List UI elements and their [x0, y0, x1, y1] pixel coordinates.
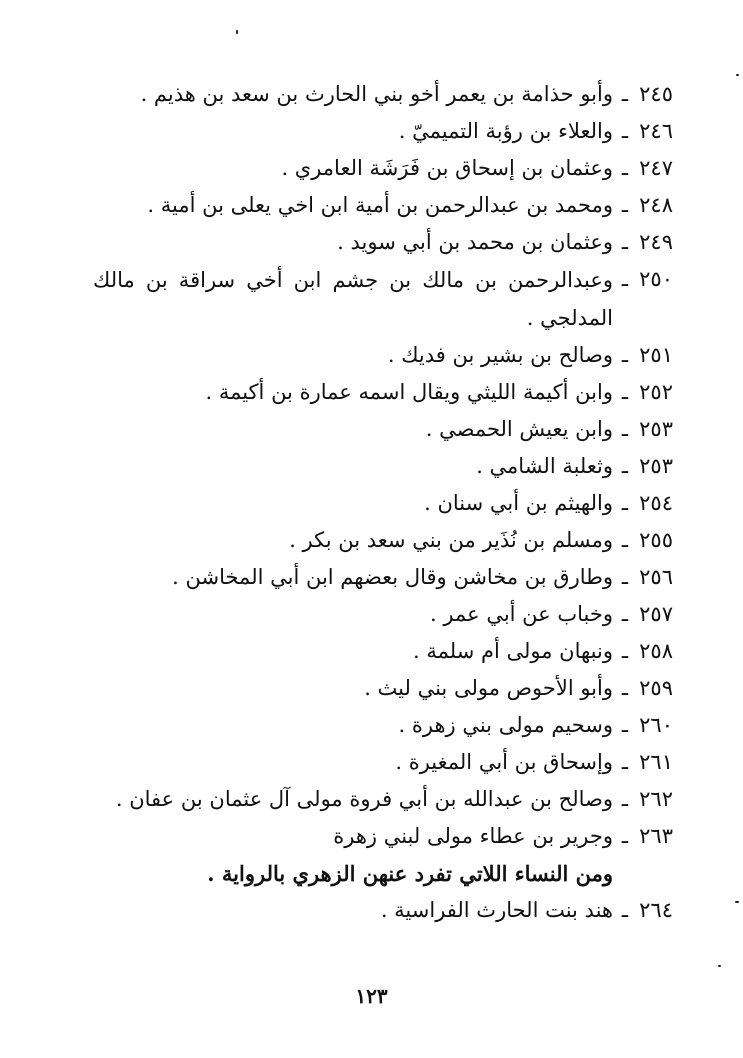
entry-text: والهيثم بن أبي سنان . [424, 491, 613, 515]
entry-number: ٢٥٨ [639, 639, 673, 663]
entry-text: وإسحاق بن أبي المغيرة . [395, 750, 613, 774]
entry-text: ومسلم بن نُذَير من بني سعد بن بكر . [289, 528, 613, 552]
entry-number: ٢٥١ [639, 343, 673, 367]
list-item [73, 818, 673, 855]
entry-text: هند بنت الحارث الفراسية . [380, 898, 613, 922]
list-item [73, 337, 673, 374]
entry-dash: ـ [621, 528, 629, 552]
entry-dash: ـ [621, 750, 629, 774]
scan-speck [735, 901, 739, 903]
list-item [73, 261, 673, 337]
entry-number: ٢٥٤ [639, 491, 673, 515]
page-number: ١٢٣ [355, 984, 388, 1008]
list-item [73, 633, 673, 670]
entry-dash: ـ [621, 454, 629, 478]
entry-number: ٢٦٤ [639, 898, 673, 922]
entry-dash: ـ [621, 639, 629, 663]
entry-dash: ـ [621, 491, 629, 515]
scan-speck [236, 30, 238, 34]
entry-text: ومحمد بن عبدالرحمن بن أمية ابن اخي يعلى بن أمية . [147, 193, 613, 217]
entry-text: وطارق بن مخاشن وقال بعضهم ابن أبي المخاشن . [172, 565, 613, 589]
list-item [73, 596, 673, 633]
entry-dash: ـ [621, 602, 629, 626]
list-item [73, 559, 673, 596]
entry-text: وجرير بن عطاء مولى لبني زهرة [333, 824, 613, 848]
entry-text: وأبو الأحوص مولى بني ليث . [364, 676, 613, 700]
entry-text: وعثمان بن إسحاق بن فَرَشَة العامري . [281, 156, 613, 180]
entry-text: وصالح بن بشير بن فديك . [387, 343, 613, 367]
entry-text: والعلاء بن رؤبة التميميّ . [398, 119, 613, 143]
entry-text: وابن أكيمة الليثي ويقال اسمه عمارة بن أكيمة . [205, 380, 613, 404]
scan-speck [718, 965, 721, 967]
entry-number: ٢٥٩ [639, 676, 673, 700]
entry-number: ٢٤٩ [639, 230, 673, 254]
entry-dash: ـ [621, 824, 629, 848]
list-item [73, 374, 673, 411]
entry-dash: ـ [621, 676, 629, 700]
scan-speck [736, 74, 739, 76]
entry-text: وثعلبة الشامي . [476, 454, 613, 478]
entry-number: ٢٥٢ [639, 380, 673, 404]
entry-text: وابن يعيش الحمصي . [425, 417, 613, 441]
list-item [73, 670, 673, 707]
list-item [73, 411, 673, 448]
list-item [73, 150, 673, 187]
entry-text: وصالح بن عبدالله بن أبي فروة مولى آل عثمان بن عفان . [115, 787, 613, 811]
entry-dash: ـ [621, 417, 629, 441]
list-item [73, 707, 673, 744]
entry-dash: ـ [621, 565, 629, 589]
entry-text: وسحيم مولى بني زهرة . [398, 713, 613, 737]
entry-dash: ـ [621, 156, 629, 180]
entry-text: ونبهان مولى أم سلمة . [413, 639, 613, 663]
entry-number: ٢٦٠ [639, 713, 673, 737]
entry-number: ٢٤٨ [639, 193, 673, 217]
entry-dash: ـ [621, 267, 629, 291]
list-item [73, 781, 673, 818]
entry-number: ٢٥٣ [639, 454, 673, 478]
entry-dash: ـ [621, 787, 629, 811]
entry-dash: ـ [621, 230, 629, 254]
entry-list [73, 76, 673, 929]
list-item [73, 744, 673, 781]
entry-dash: ـ [621, 119, 629, 143]
entry-number: ٢٥٧ [639, 602, 673, 626]
entry-text: وأبو حذامة بن يعمر أخو بني الحارث بن سعد بن هذيم . [140, 82, 613, 106]
entry-number: ٢٦٢ [639, 787, 673, 811]
entry-dash: ـ [621, 343, 629, 367]
entry-text: وخباب عن أبي عمر . [430, 602, 613, 626]
entry-text: وعبدالرحمن بن مالك بن جشم ابن أخي سراقة بن مالك المدلجي . [93, 268, 613, 330]
entry-dash: ـ [621, 193, 629, 217]
entry-text: وعثمان بن محمد بن أبي سويد . [337, 230, 613, 254]
list-item [73, 76, 673, 113]
entry-number: ٢٥٠ [639, 267, 673, 291]
list-item [73, 187, 673, 224]
list-item [73, 892, 673, 929]
entry-number: ٢٥٣ [639, 417, 673, 441]
list-item [73, 485, 673, 522]
entry-dash: ـ [621, 713, 629, 737]
entry-number: ٢٤٧ [639, 156, 673, 180]
entry-dash: ـ [621, 380, 629, 404]
entry-number: ٢٥٥ [639, 528, 673, 552]
entry-number: ٢٦٣ [639, 824, 673, 848]
entry-dash: ـ [621, 82, 629, 106]
entry-dash: ـ [621, 898, 629, 922]
list-item [73, 522, 673, 559]
list-item [73, 113, 673, 150]
section-heading: ومن النساء اللاتي تفرد عنهن الزهري بالرواية . [207, 861, 613, 886]
list-item [73, 224, 673, 261]
entry-number: ٢٦١ [639, 750, 673, 774]
list-item [73, 448, 673, 485]
entry-number: ٢٥٦ [639, 565, 673, 589]
entry-number: ٢٤٥ [639, 82, 673, 106]
entry-number: ٢٤٦ [639, 119, 673, 143]
